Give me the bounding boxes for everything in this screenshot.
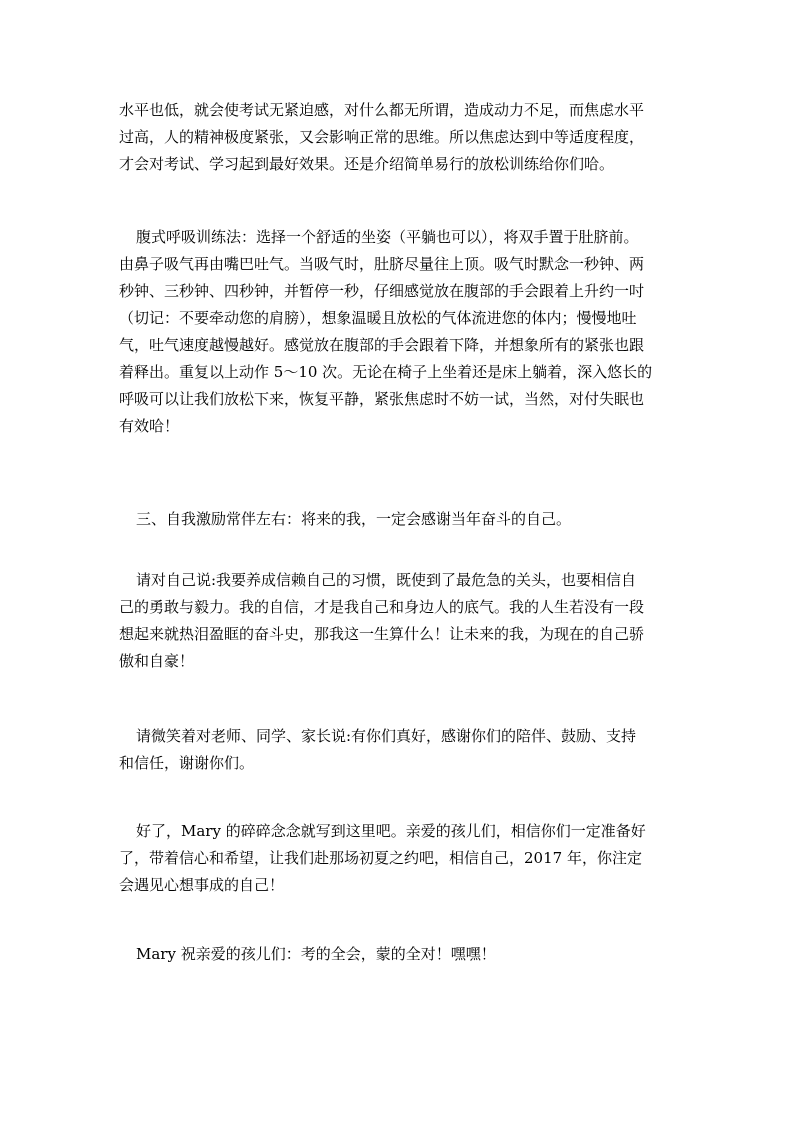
text-line: 呼吸可以让我们放松下来，恢复平静，紧张焦虑时不妨一试，当然，对付失眠也 bbox=[119, 390, 645, 408]
text-line: 有效哈！ bbox=[119, 417, 180, 435]
text-line: 水平也低，就会使考试无紧迫感，对什么都无所谓，造成动力不足，而焦虑水平 bbox=[119, 101, 645, 119]
paragraph-say-to-self bbox=[119, 567, 675, 675]
text-line: 己的勇敢与毅力。我的自信，才是我自己和身边人的底气。我的人生若没有一段 bbox=[119, 598, 645, 616]
text-line: 了，带着信心和希望，让我们赴那场初夏之约吧，相信自己，2017 年，你注定 bbox=[119, 849, 642, 867]
paragraph-blessing bbox=[119, 941, 675, 968]
paragraph-anxiety-level bbox=[119, 97, 675, 178]
text-line: 着释出。重复以上动作 5～10 次。无论在椅子上坐着还是床上躺着，深入悠长的 bbox=[119, 363, 653, 381]
text-line: 过高，人的精神极度紧张，又会影响正常的思维。所以焦虑达到中等适度程度， bbox=[119, 128, 645, 146]
paragraph-breathing-method bbox=[119, 224, 675, 440]
text-line: Mary 祝亲爱的孩儿们：考的全会，蒙的全对！嘿嘿！ bbox=[136, 945, 496, 963]
text-line: 请微笑着对老师、同学、家长说:有你们真好，感谢你们的陪伴、鼓励、支持 bbox=[136, 727, 637, 745]
text-line: 想起来就热泪盈眶的奋斗史，那我这一生算什么！让未来的我，为现在的自己骄 bbox=[119, 625, 645, 643]
text-line: （切记：不要牵动您的肩膀），想象温暖且放松的气体流进您的体内；慢慢地吐 bbox=[119, 309, 637, 327]
text-line: 腹式呼吸训练法：选择一个舒适的坐姿（平躺也可以），将双手置于肚脐前。 bbox=[136, 228, 639, 246]
text-line: 才会对考试、学习起到最好效果。还是介绍简单易行的放松训练给你们哈。 bbox=[119, 155, 615, 173]
text-line: 会遇见心想事成的自己！ bbox=[119, 876, 285, 894]
text-line: 气，吐气速度越慢越好。感觉放在腹部的手会跟着下降，并想象所有的紧张也跟 bbox=[119, 336, 645, 354]
paragraph-thank-others bbox=[119, 723, 675, 777]
text-line: 傲和自豪！ bbox=[119, 652, 195, 670]
text-line: 和信任，谢谢你们。 bbox=[119, 754, 255, 772]
text-line: 三、自我激励常伴左右：将来的我，一定会感谢当年奋斗的自己。 bbox=[136, 510, 572, 528]
text-line: 秒钟、三秒钟、四秒钟，并暂停一秒，仔细感觉放在腹部的手会跟着上升约一吋 bbox=[119, 282, 645, 300]
text-line: 由鼻子吸气再由嘴巴吐气。当吸气时，肚脐尽量往上顶。吸气时默念一秒钟、两 bbox=[119, 255, 645, 273]
paragraph-closing bbox=[119, 818, 675, 899]
section-heading-self-motivation bbox=[119, 506, 675, 533]
text-line: 好了，Mary 的碎碎念念就写到这里吧。亲爱的孩儿们，相信你们一定准备好 bbox=[136, 822, 646, 840]
text-line: 请对自己说:我要养成信赖自己的习惯，既使到了最危急的关头，也要相信自 bbox=[136, 571, 637, 589]
